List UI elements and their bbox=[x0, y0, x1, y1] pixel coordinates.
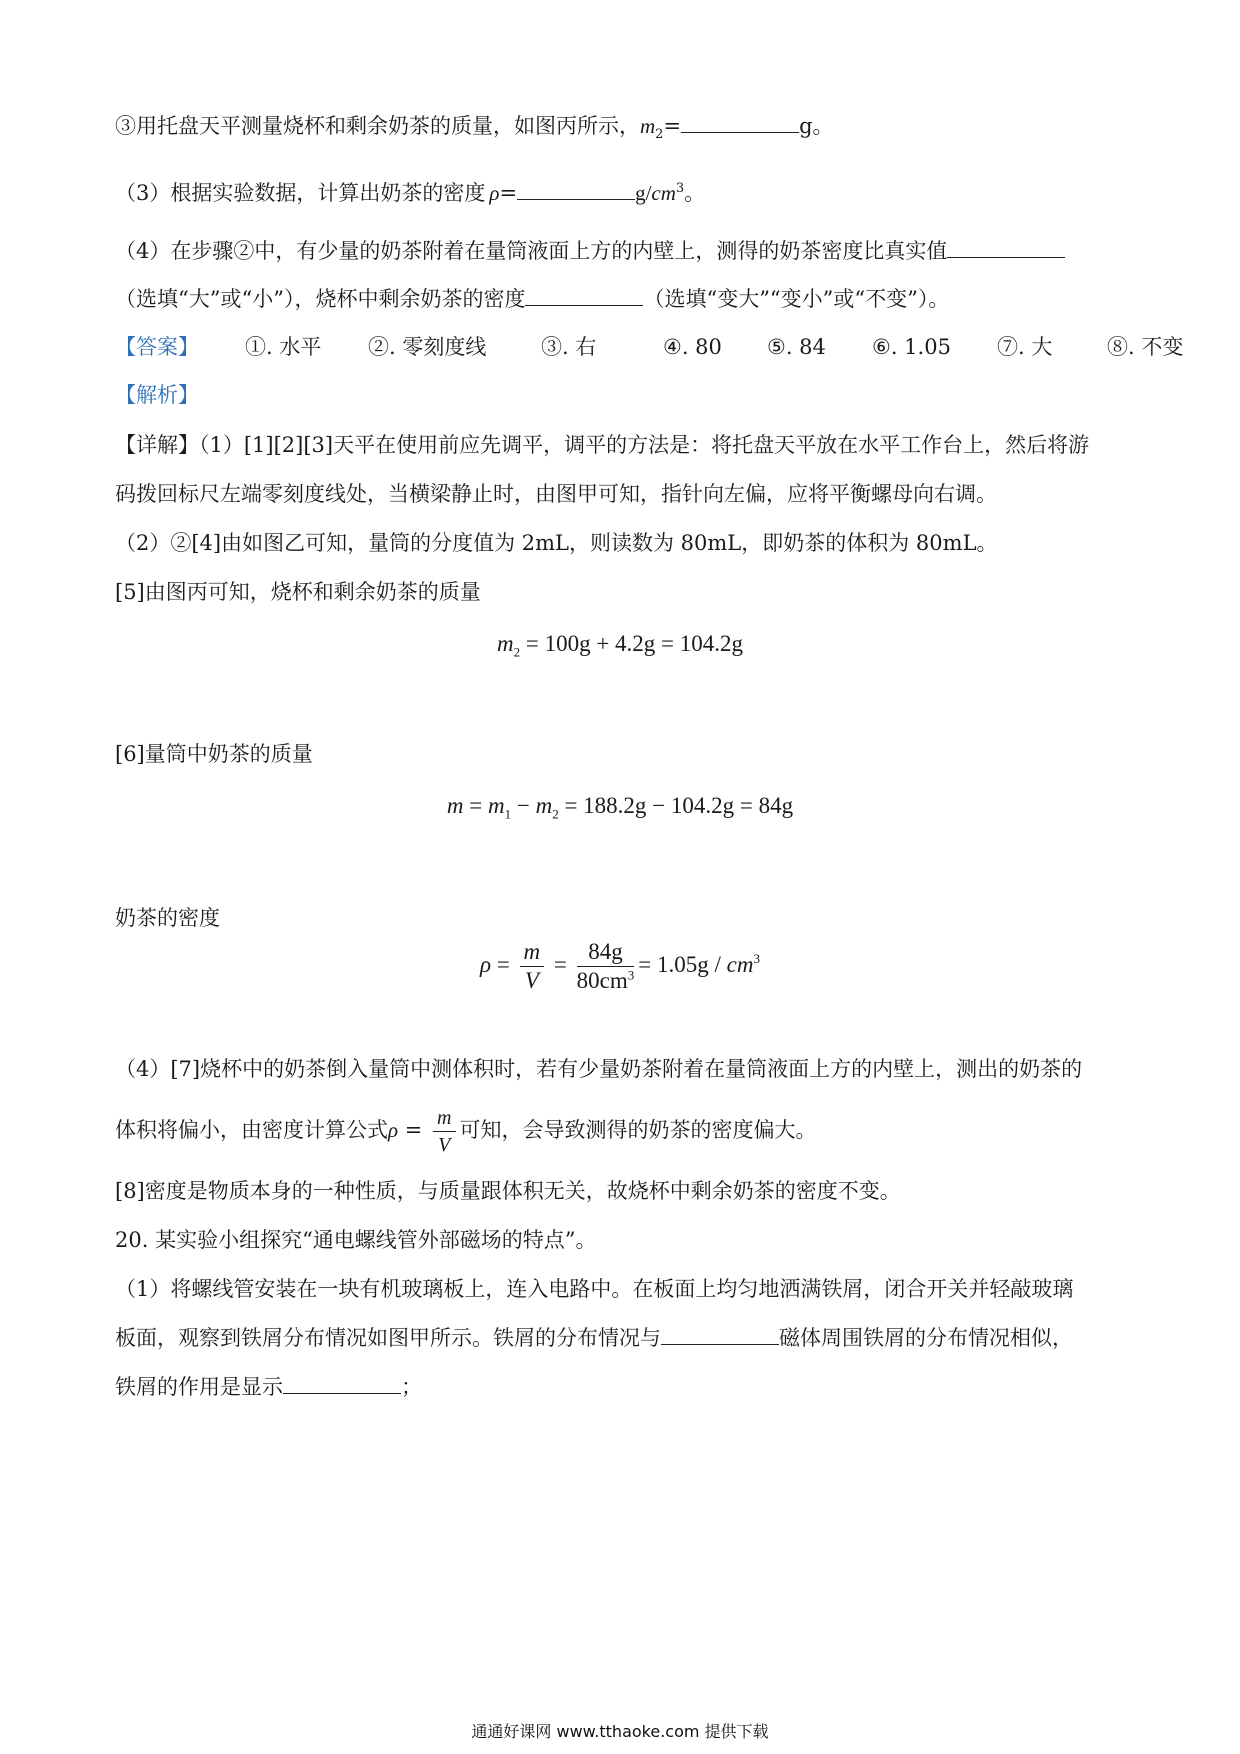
q20-text: （1）将螺线管安装在一块有机玻璃板上，连入电路中。在板面上均匀地洒满铁屑，闭合开关并轻敲玻璃 bbox=[115, 1277, 1074, 1301]
equation-rhs: = 188.2g − 104.2g = 84g bbox=[558, 793, 794, 818]
equation-rhs: = 100g + 4.2g = 104.2g bbox=[520, 631, 744, 656]
q20-text: 铁屑的作用是显示 bbox=[115, 1375, 283, 1399]
detail-text: 可知，会导致测得的奶茶的密度偏大。 bbox=[459, 1118, 817, 1142]
unit-text: g/ bbox=[635, 181, 652, 205]
page-footer: 通通好课网 www.tthaoke.com 提供下载 bbox=[471, 1722, 769, 1741]
detail-text: （1）[1][2][3]天平在使用前应先调平，调平的方法是：将托盘天平放在水平工作台上，然后将游 bbox=[199, 433, 1090, 457]
answer-blank[interactable] bbox=[661, 1324, 779, 1345]
detail-line8: 体积将偏小，由密度计算公式ρ = $\frac{m}{V}$ 可知，会导致测得的奶茶的密度偏大。 bbox=[115, 1107, 817, 1156]
fraction bbox=[520, 938, 545, 995]
fraction: $\frac{m}{V}$ bbox=[433, 1105, 455, 1158]
q20-text: 板面，观察到铁屑分布情况如图甲所示。铁屑的分布情况与 bbox=[115, 1326, 661, 1350]
q19-part3 bbox=[115, 178, 1125, 208]
equals: = bbox=[663, 114, 682, 138]
detail-text: 奶茶的密度 bbox=[115, 906, 220, 930]
answer-label: 【答案】 bbox=[115, 335, 199, 359]
answer-blank[interactable] bbox=[517, 179, 635, 200]
var-m1: m bbox=[487, 793, 505, 818]
answer-item: ①. 水平 bbox=[245, 335, 322, 359]
denominator: $80cm^3$ bbox=[576, 967, 635, 993]
detail-label: 【详解】 bbox=[115, 433, 199, 457]
answer-item: ②. 零刻度线 bbox=[368, 335, 487, 359]
part4-text: （选填“变大”“变小”或“不变”）。 bbox=[643, 287, 950, 311]
answer-item: ⑥. 1.05 bbox=[872, 335, 951, 359]
detail-text: （2）②[4]由如图乙可知，量筒的分度值为 2mL，则读数为 80mL，即奶茶的体积为 80mL。 bbox=[115, 531, 998, 555]
equation-m: $m = m_1 - m_2 = 188.2g - 104.2g = 84g$ bbox=[446, 793, 794, 822]
equation-m2 bbox=[0, 631, 1240, 660]
detail-text: 体积将偏小，由密度计算公式 bbox=[115, 1118, 388, 1142]
subscript: 2 bbox=[552, 806, 559, 822]
answer-item: ④. 80 bbox=[663, 335, 722, 359]
answer-item: ⑤. 84 bbox=[767, 335, 826, 359]
punctuation: 。 bbox=[684, 181, 706, 205]
punctuation: ； bbox=[401, 1375, 422, 1399]
q19-part4-line1 bbox=[115, 236, 1125, 266]
detail-text: 码拨回标尺左端零刻度线处，当横梁静止时，由图甲可知，指针向左偏，应将平衡螺母向右调。 bbox=[115, 482, 997, 506]
fraction bbox=[577, 938, 635, 995]
q20-line3 bbox=[115, 1372, 1125, 1402]
var-m2: m bbox=[535, 793, 553, 818]
answer-blank[interactable] bbox=[681, 112, 799, 133]
q19-step3 bbox=[115, 111, 1125, 141]
detail-text: [8]密度是物质本身的一种性质，与质量跟体积无关，故烧杯中剩余奶茶的密度不变。 bbox=[115, 1179, 901, 1203]
answer-blank[interactable] bbox=[947, 237, 1065, 258]
q20-title: 20. 某实验小组探究“通电螺线管外部磁场的特点”。 bbox=[115, 1228, 597, 1252]
equation-rhs: = 1.05g / bbox=[638, 951, 727, 977]
q19-part4-line2 bbox=[115, 284, 1125, 314]
unit-text: cm bbox=[651, 181, 676, 205]
answer-blank[interactable] bbox=[525, 285, 643, 306]
answer-item: ⑧. 不变 bbox=[1107, 335, 1184, 359]
detail-text: （4）[7]烧杯中的奶茶倒入量筒中测体积时，若有少量奶茶附着在量筒液面上方的内壁上，测出的奶茶的 bbox=[115, 1057, 1083, 1081]
var-m: m bbox=[640, 114, 656, 138]
analysis-label: 【解析】 bbox=[115, 383, 199, 407]
detail-text: [5]由图丙可知，烧杯和剩余奶茶的质量 bbox=[115, 580, 481, 604]
part3-text: （3）根据实验数据，计算出奶茶的密度 bbox=[115, 181, 486, 205]
detail-text: [6]量筒中奶茶的质量 bbox=[115, 742, 313, 766]
part4-text: （选填“大”或“小”），烧杯中剩余奶茶的密度 bbox=[115, 287, 526, 311]
answer-item: ③. 右 bbox=[541, 335, 597, 359]
rho-symbol: ρ bbox=[388, 1118, 399, 1142]
subscript: 2 bbox=[655, 127, 664, 143]
numerator: m bbox=[520, 938, 545, 967]
denominator: V bbox=[524, 968, 539, 993]
equation-density: ρ = $\frac{m}{V}$ = $\frac{84g}{80cm^3}$ = $1.05g / cm^3$ bbox=[480, 939, 760, 993]
numerator: 84g bbox=[577, 938, 635, 967]
superscript: 3 bbox=[675, 181, 685, 196]
q20-text: 磁体周围铁屑的分布情况相似， bbox=[779, 1326, 1073, 1350]
var-m: m bbox=[446, 793, 464, 818]
detail-line1 bbox=[115, 430, 1125, 460]
rho-symbol: ρ bbox=[489, 181, 500, 205]
answer-blank[interactable] bbox=[283, 1373, 401, 1394]
q20-line2 bbox=[115, 1323, 1125, 1353]
var-m: m bbox=[496, 631, 514, 656]
rho-symbol: ρ bbox=[480, 951, 492, 977]
part4-text: （4）在步骤②中，有少量的奶茶附着在量筒液面上方的内壁上，测得的奶茶密度比真实值 bbox=[115, 239, 948, 263]
answer-item: ⑦. 大 bbox=[997, 335, 1053, 359]
equals: = bbox=[499, 181, 518, 205]
subscript: 1 bbox=[504, 806, 512, 822]
subscript: 2 bbox=[513, 644, 521, 660]
step3-text: ③用托盘天平测量烧杯和剩余奶茶的质量，如图丙所示， bbox=[115, 114, 640, 138]
unit-text: g。 bbox=[799, 114, 834, 138]
